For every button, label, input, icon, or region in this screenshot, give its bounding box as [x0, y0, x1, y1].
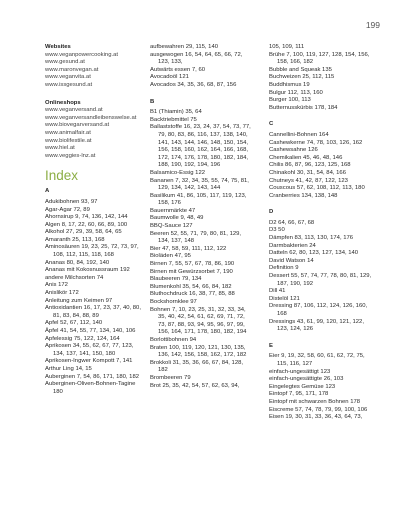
index-entry: Eisen 19, 30, 31, 33, 36, 43, 64, 73, [269, 414, 363, 421]
index-entry: Bauernmärkte 47 [150, 207, 196, 214]
index-entry: Apfel 52, 67, 112, 140 [45, 320, 103, 327]
index-entry: Bulgur 112, 113, 160 [269, 89, 323, 96]
index-entry: David Watson 14 [269, 257, 314, 264]
onlineshop-link[interactable]: www.veganversandleibenswelse.at [45, 114, 137, 121]
index-entry: Arthur Ling 14, 15 [45, 365, 92, 372]
index-entry: Antioxidantien 16, 17, 23, 37, 40, 80, 81, 83, 84, 88, 89 [45, 305, 141, 319]
index-entry: Adukibohnen 93, 97 [45, 198, 98, 205]
onlineshops-list [45, 107, 145, 160]
index-letter: B [150, 98, 155, 105]
index-entry: Apfelessig 75, 122, 124, 164 [45, 335, 120, 342]
index-entry: Bioläden 47, 95 [150, 253, 191, 260]
index-entry: Äpfel 41, 54, 55, 77, 134, 140, 106 [45, 328, 136, 334]
index-entry: Distelöl 121 [269, 295, 300, 302]
index-entry: Chutneys 41, 42, 87, 122, 123 [269, 177, 348, 184]
index-entry: Bluthochdruck 16, 38, 77, 85, 88 [150, 291, 235, 298]
websites-list [45, 52, 145, 90]
section-gap [269, 334, 373, 341]
column-right [269, 44, 373, 422]
page-number: 199 [365, 20, 380, 30]
index-entry: Bananen 7, 32, 34, 35, 55, 74, 75, 81, 129, 134, 142, 143, 144 [150, 177, 249, 192]
index-entry: Amaranth 25, 113, 168 [45, 236, 105, 243]
index-letter: D [269, 209, 274, 216]
onlineshop-link[interactable]: www.veggies-lnz.at [45, 152, 96, 159]
index-entry: Buchweizen 25, 112, 115 [269, 74, 335, 81]
index-entry: Birnen 7, 55, 57, 67, 78, 86, 190 [150, 261, 235, 268]
index-entry: Datteln 62, 80, 123, 127, 134, 140 [269, 250, 359, 257]
index-entry: Avocadoöl 121 [150, 74, 189, 81]
index-entries-col1 [45, 188, 145, 396]
index-entry: Brühe 7, 100, 119, 127, 128, 154, 156, 158, 166, 182 [269, 51, 370, 66]
index-entry: Baumwolle 9, 48, 49 [150, 215, 204, 222]
index-entry: Brombeeren 79 [150, 374, 191, 381]
column-left [45, 44, 145, 396]
index-entry: Eier 9, 19, 32, 58, 60, 61, 62, 72, 75, 115, 116, 127 [269, 353, 365, 367]
index-entry: Anleitung zum Keimen 97 [45, 297, 113, 304]
index-entry: Bockshornklee 97 [150, 299, 197, 305]
index-entry: Bier 47, 58, 59, 111, 112, 122 [150, 245, 227, 252]
index-entry: Anis 172 [45, 282, 68, 289]
index-entry: Chemikalien 45, 46, 48, 146 [269, 154, 343, 161]
index-entry: Birnen mit Gewürzsorbet 7, 190 [150, 268, 233, 275]
index-letter: E [269, 342, 273, 349]
index-entry: Dessert 55, 57, 74, 77, 78, 80, 81, 129, 187, 190, 192 [269, 273, 372, 287]
index-entry: Eintopf mit schwarzen Bohnen 178 [269, 398, 361, 405]
index-entry: Brot 25, 35, 42, 54, 57, 62, 63, 94, [150, 382, 240, 389]
index-entry: 105, 109, 111 [269, 44, 305, 50]
index-entry: Dressings 43, 61, 99, 120, 121, 122, 123, 124, 126 [269, 318, 364, 333]
index-entries-col2 [150, 44, 254, 390]
index-entry: Beeren 52, 55, 71, 79, 80, 81, 129, 134, 137, 148 [150, 230, 242, 245]
index-entry: B1 (Thiamin) 35, 64 [150, 109, 202, 116]
index-entry: Eingelegtes Gemüse 123 [269, 383, 336, 390]
onlineshops-title: Onlineshops [45, 99, 81, 106]
index-entry: Brokkoli 31, 35, 36, 66, 67, 84, 128, 182 [150, 359, 244, 374]
index-entry: Aprikosen 34, 55, 62, 67, 77, 123, 134, 137, 141, 150, 180 [45, 343, 134, 357]
index-entry: Algen 8, 17, 22, 60, 66, 89, 100 [45, 221, 128, 228]
index-entry: Chilis 86, 87, 96, 123, 125, 168 [269, 162, 351, 169]
website-link[interactable]: www.issgesund.at [45, 81, 93, 88]
column-middle [150, 44, 254, 390]
section-gap [150, 90, 254, 97]
index-entry: Alkohol 27, 29, 39, 58, 64, 65 [45, 229, 122, 236]
onlineshop-link[interactable]: www.biolifestile.at [45, 137, 92, 144]
onlineshop-link[interactable]: www.animalfair.at [45, 129, 91, 136]
index-entry: Definition 9 [269, 265, 299, 272]
index-entry: Ananas mit Kokosnussraum 192 [45, 267, 130, 274]
index-letter: A [45, 188, 50, 195]
index-entry: Chinakohl 30, 31, 54, 84, 166 [269, 169, 346, 176]
index-entry: Auberginen-Oliven-Bohnen-Tagine 180 [45, 381, 136, 395]
index-entry: Burger 100, 113 [269, 97, 311, 104]
index-entry: Cashewsahne 126 [269, 147, 318, 154]
index-entry: Blaubeeren 79, 134 [150, 276, 202, 283]
index-entry: Butternusskürbis 178, 184 [269, 104, 338, 111]
index-entry: Eiscreme 57, 74, 78, 79, 99, 100, 106 [269, 406, 368, 413]
section-gap [269, 112, 373, 119]
index-entry: Eintopf 7, 95, 171, 178 [269, 391, 329, 398]
index-entry: Cannellini-Bohnen 164 [269, 131, 329, 138]
index-entry: Backtriebmittel 75 [150, 116, 197, 123]
index-entry: Agar-Agar 72, 89 [45, 206, 90, 213]
index-entry: Basilikum 41, 86, 105, 117, 119, 123, 158, 176 [150, 192, 247, 207]
onlineshop-link[interactable]: www.hiel.at [45, 145, 75, 152]
index-entry: Bohnen 7, 10, 23, 25, 31, 32, 33, 34, 35, 40, 42, 54, 61, 62, 69, 71, 72, 73, 87, 88, 93, 94, 95, 96, 97, 99, 156, 164, 171, 178, 180, 182, 194 [150, 306, 247, 336]
index-entry: Autwärts essen 7, 60 [150, 66, 206, 73]
index-entry: Braten 100, 119, 120, 121, 130, 135, 136, 142, 156, 158, 162, 172, 182 [150, 344, 247, 359]
onlineshop-link[interactable]: www.veganversand.at [45, 107, 103, 114]
section-gap [269, 200, 373, 207]
index-entries-col3 [269, 44, 373, 422]
index-entry: Buddhismus 19 [269, 81, 310, 88]
index-entry: Cranberries 134, 138, 148 [269, 192, 338, 199]
index-entry: Borlottibohnen 94 [150, 336, 197, 343]
website-link[interactable]: www.veganpowercooking.at [45, 51, 119, 58]
index-entry: Ahornsirup 9, 74, 136, 142, 144 [45, 214, 128, 221]
index-entry: Dressing 87, 106, 112, 124, 126, 160, 168 [269, 303, 368, 317]
index-entry: Aminosäuren 19, 23, 25, 72, 73, 97, 108, 112, 115, 118, 168 [45, 244, 139, 259]
index-entry: Aprikosen-Ingwer Kompott 7, 141 [45, 358, 133, 365]
website-link[interactable]: www.veganvita.at [45, 74, 91, 81]
index-entry: Balsamico-Essig 122 [150, 169, 206, 176]
index-entry: Anislikör 172 [45, 290, 79, 297]
index-entry: D2 64, 66, 67, 68 [269, 219, 315, 226]
index-entry: Ballaststoffe 16, 23, 24, 37, 54, 73, 77, 79, 80, 83, 86, 116, 137, 138, 140, 141, 143, 144, 146, 148, 150, 154, 156, 158, 160, 162, 164, 166, 168, 172, 174, 176, 178, 180, 182, 184, 188, 190, 192, 194, 196 [150, 124, 251, 169]
index-entry: Couscous 57, 62, 108, 112, 113, 180 [269, 185, 365, 192]
index-entry: ausgewogen 16, 54, 64, 65, 66, 72, 123, 133, [150, 51, 243, 66]
index-entry: Dill 41 [269, 288, 286, 295]
website-link[interactable]: www.gesund.at [45, 59, 85, 66]
index-entry: Cashewkerne 74, 78, 103, 126, 162 [269, 139, 363, 146]
index-letter: C [269, 121, 274, 128]
onlineshop-link[interactable]: www.biovegarversand.at [45, 122, 110, 129]
index-entry: aufbewahren 29, 115, 140 [150, 44, 219, 50]
websites-title: Websites [45, 44, 71, 50]
index-entry: Bubble and Squeak 135 [269, 66, 332, 73]
website-link[interactable]: www.maronvegan.at [45, 66, 99, 73]
index-entry: Blumenkohl 35, 54, 66, 84, 182 [150, 283, 232, 290]
index-entry: andere Milchsorten 74 [45, 274, 104, 281]
index-entry: Auberginen 7, 54, 86, 171, 180, 182 [45, 373, 140, 380]
index-entry: Darmbakterien 24 [269, 242, 316, 249]
index-entry: Dämpfen 83, 113, 130, 174, 176 [269, 235, 354, 242]
index-entry: einfach-ungesättigte 26, 103 [269, 376, 344, 383]
index-entry: einfach-ungesättigt 123 [269, 368, 331, 375]
index-heading: Index [45, 168, 79, 184]
index-entry: BBQ-Sauce 127 [150, 223, 193, 230]
index-entry: D3 50 [269, 227, 285, 234]
index-entry: Avocados 34, 35, 36, 68, 87, 156 [150, 81, 237, 88]
index-entry: Ananas 80, 84, 192, 140 [45, 259, 110, 266]
